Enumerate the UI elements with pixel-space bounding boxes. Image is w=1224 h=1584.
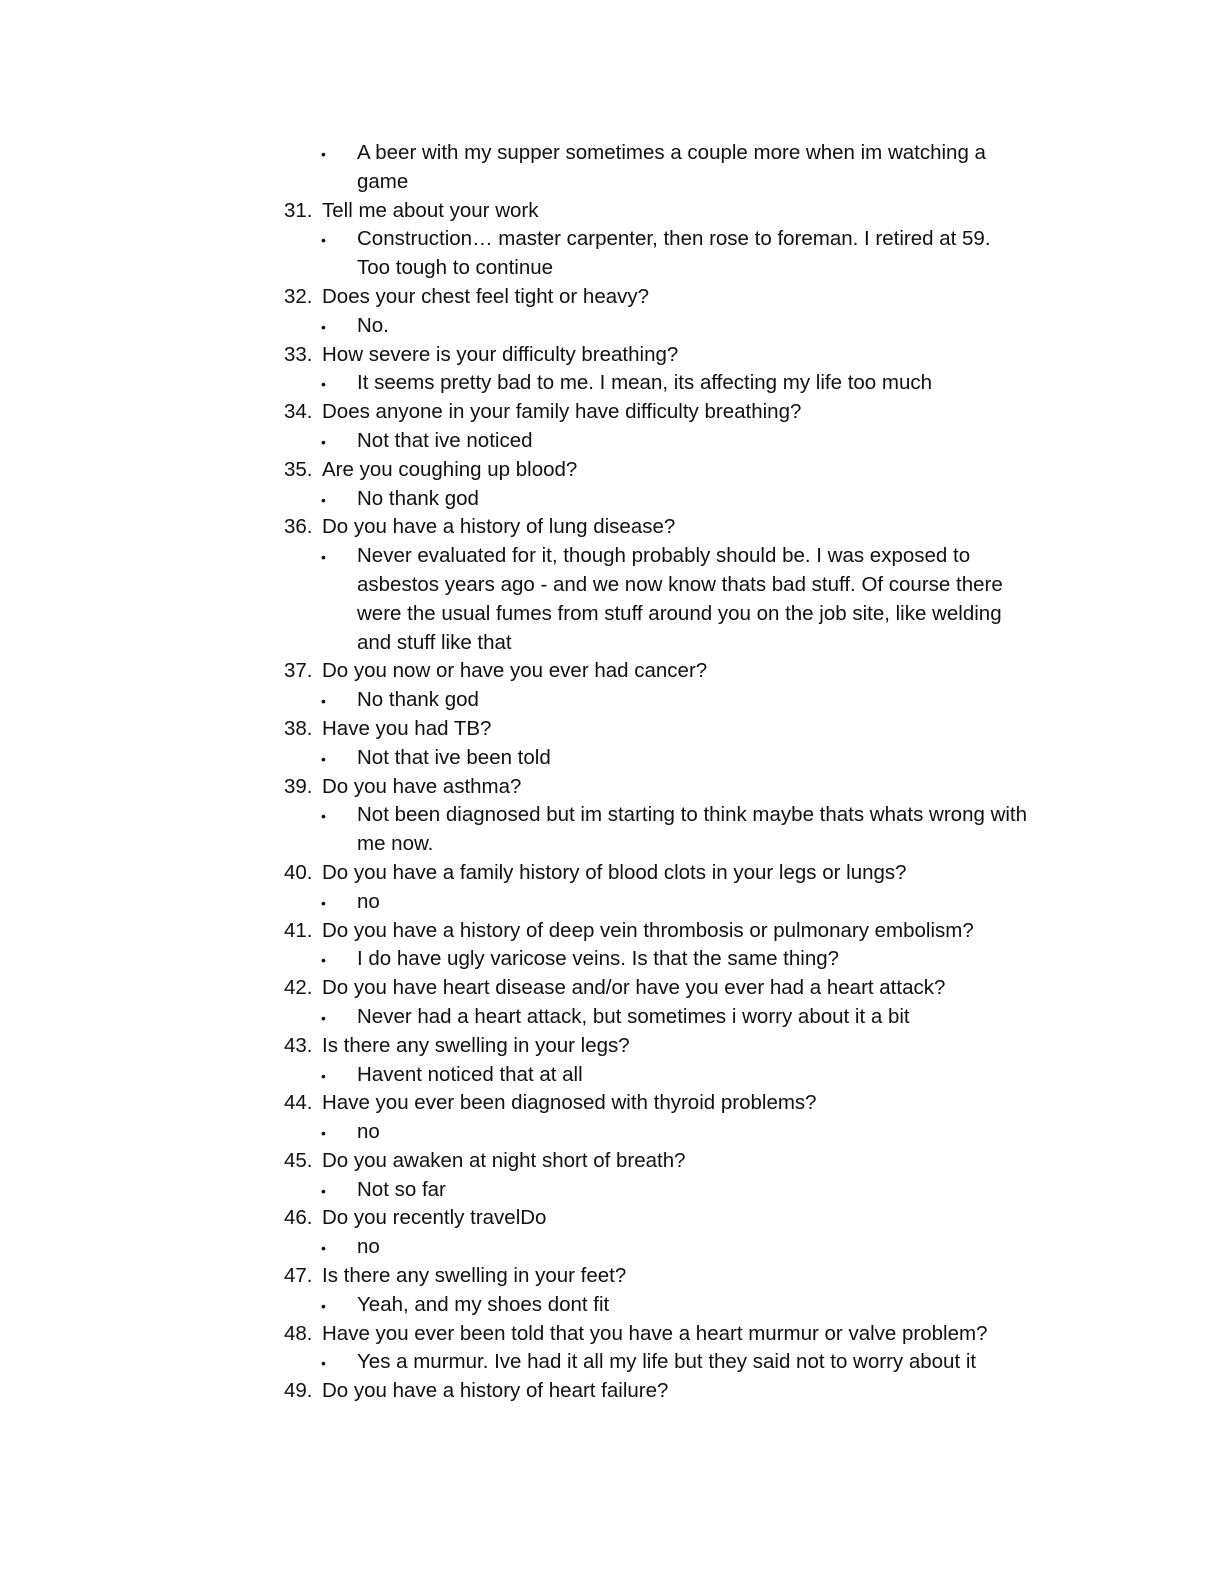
question-line	[0, 1089, 1224, 1118]
question-text: Do you have a history of heart failure?	[322, 1379, 669, 1403]
question-text: Tell me about your work	[322, 198, 539, 222]
bullet-icon: •	[321, 376, 326, 393]
answer-line	[0, 686, 1224, 715]
question-line	[0, 715, 1224, 744]
bullet-icon: •	[321, 894, 326, 911]
question-text: Do you now or have you ever had cancer?	[322, 659, 708, 683]
answer-text: and stuff like that	[357, 630, 512, 654]
answer-continuation-line	[0, 830, 1224, 859]
question-text: Do you have a family history of blood clots in your legs or lungs?	[322, 860, 907, 884]
question-number: 47.	[284, 1264, 313, 1288]
bullet-icon: •	[321, 1355, 326, 1372]
answer-line	[0, 542, 1224, 571]
answer-continuation-line	[0, 168, 1224, 197]
question-number: 48.	[284, 1321, 313, 1345]
question-line	[0, 1147, 1224, 1176]
question-number: 35.	[284, 457, 313, 481]
bullet-icon: •	[321, 808, 326, 825]
question-number: 45.	[284, 1148, 313, 1172]
answer-text: It seems pretty bad to me. I mean, its affecting my life too much	[357, 371, 933, 395]
question-line	[0, 456, 1224, 485]
question-text: Does your chest feel tight or heavy?	[322, 284, 650, 308]
answer-line	[0, 1348, 1224, 1377]
bullet-icon: •	[321, 750, 326, 767]
answer-text: No.	[357, 313, 389, 337]
question-number: 44.	[284, 1091, 313, 1115]
bullet-icon: •	[321, 1125, 326, 1142]
answer-continuation-line	[0, 254, 1224, 283]
answer-line	[0, 369, 1224, 398]
answer-line	[0, 1061, 1224, 1090]
question-number: 41.	[284, 918, 313, 942]
question-number: 46.	[284, 1206, 313, 1230]
question-number: 40.	[284, 860, 313, 884]
question-text: Is there any swelling in your feet?	[322, 1264, 627, 1288]
answer-text: Never evaluated for it, though probably should be. I was exposed to	[357, 544, 971, 568]
question-line	[0, 859, 1224, 888]
question-text: Is there any swelling in your legs?	[322, 1033, 630, 1057]
answer-text: were the usual fumes from stuff around you on the job site, like welding	[357, 601, 1002, 625]
answer-continuation-line	[0, 600, 1224, 629]
answer-text: Too tough to continue	[357, 256, 554, 280]
answer-line	[0, 139, 1224, 168]
question-text: Do you have asthma?	[322, 774, 522, 798]
question-number: 31.	[284, 198, 313, 222]
answer-text: Never had a heart attack, but sometimes i worry about it a bit	[357, 1004, 910, 1028]
bullet-icon: •	[321, 146, 326, 162]
bullet-icon: •	[321, 433, 326, 450]
question-line	[0, 1204, 1224, 1233]
question-line	[0, 1032, 1224, 1061]
answer-continuation-line	[0, 629, 1224, 658]
answer-line	[0, 1233, 1224, 1262]
bullet-icon: •	[321, 318, 326, 335]
question-line	[0, 197, 1224, 226]
answer-text: no	[357, 889, 380, 913]
question-number: 33.	[284, 342, 313, 366]
answer-line	[0, 312, 1224, 341]
question-line	[0, 657, 1224, 686]
answer-text: Not so far	[357, 1177, 446, 1201]
answer-text: A beer with my supper sometimes a couple more when im watching a	[357, 141, 986, 164]
answer-text: no	[357, 1235, 380, 1259]
answer-line	[0, 427, 1224, 456]
question-line	[0, 773, 1224, 802]
question-number: 37.	[284, 659, 313, 683]
interview-list	[0, 139, 1224, 1406]
question-line	[0, 1320, 1224, 1349]
question-number: 49.	[284, 1379, 313, 1403]
answer-line	[0, 1003, 1224, 1032]
question-text: How severe is your difficulty breathing?	[322, 342, 679, 366]
answer-line	[0, 1291, 1224, 1320]
question-line	[0, 917, 1224, 946]
question-number: 39.	[284, 774, 313, 798]
question-line	[0, 341, 1224, 370]
question-line	[0, 974, 1224, 1003]
bullet-icon: •	[321, 1067, 326, 1084]
question-number: 43.	[284, 1033, 313, 1057]
answer-text: Not that ive noticed	[357, 428, 533, 452]
bullet-icon: •	[321, 693, 326, 710]
answer-continuation-line	[0, 571, 1224, 600]
question-text: Do you have a history of lung disease?	[322, 515, 676, 539]
bullet-icon: •	[321, 491, 326, 508]
question-number: 38.	[284, 716, 313, 740]
bullet-icon: •	[321, 232, 326, 249]
answer-text: no	[357, 1120, 380, 1144]
question-text: Do you have a history of deep vein thrombosis or pulmonary embolism?	[322, 918, 974, 942]
question-text: Does anyone in your family have difficulty breathing?	[322, 400, 802, 424]
question-number: 36.	[284, 515, 313, 539]
bullet-icon: •	[321, 549, 326, 566]
answer-line	[0, 888, 1224, 917]
question-line	[0, 513, 1224, 542]
answer-text: me now.	[357, 832, 434, 856]
answer-line	[0, 945, 1224, 974]
answer-text: game	[357, 169, 409, 193]
question-number: 32.	[284, 284, 313, 308]
answer-text: No thank god	[357, 486, 479, 510]
answer-line	[0, 801, 1224, 830]
question-text: Have you ever been told that you have a heart murmur or valve problem?	[322, 1321, 988, 1345]
question-number: 34.	[284, 400, 313, 424]
question-text: Do you have heart disease and/or have you ever had a heart attack?	[322, 976, 946, 1000]
bullet-icon: •	[321, 1240, 326, 1257]
answer-text: Not that ive been told	[357, 745, 551, 769]
question-number: 42.	[284, 976, 313, 1000]
answer-text: Havent noticed that at all	[357, 1062, 583, 1086]
bullet-icon: •	[321, 1297, 326, 1314]
answer-line	[0, 1118, 1224, 1147]
question-line	[0, 1262, 1224, 1291]
bullet-icon: •	[321, 1182, 326, 1199]
answer-text: No thank god	[357, 688, 479, 712]
bullet-icon: •	[321, 1009, 326, 1026]
question-text: Are you coughing up blood?	[322, 457, 578, 481]
question-line	[0, 398, 1224, 427]
question-line	[0, 283, 1224, 312]
question-text: Do you awaken at night short of breath?	[322, 1148, 686, 1172]
question-line	[0, 1377, 1224, 1406]
question-text: Have you had TB?	[322, 716, 492, 740]
answer-line	[0, 744, 1224, 773]
answer-text: Construction… master carpenter, then rose to foreman. I retired at 59.	[357, 227, 991, 251]
answer-text: asbestos years ago - and we now know thats bad stuff. Of course there	[357, 572, 1003, 596]
answer-line	[0, 485, 1224, 514]
answer-text: I do have ugly varicose veins. Is that the same thing?	[357, 947, 840, 971]
question-text: Have you ever been diagnosed with thyroid problems?	[322, 1091, 817, 1115]
answer-text: Yeah, and my shoes dont fit	[357, 1292, 610, 1316]
answer-line	[0, 1176, 1224, 1205]
answer-text: Not been diagnosed but im starting to think maybe thats whats wrong with	[357, 803, 1028, 827]
bullet-icon: •	[321, 952, 326, 969]
answer-line	[0, 225, 1224, 254]
question-text: Do you recently travelDo	[322, 1206, 547, 1230]
answer-text: Yes a murmur. Ive had it all my life but they said not to worry about it	[357, 1350, 977, 1374]
